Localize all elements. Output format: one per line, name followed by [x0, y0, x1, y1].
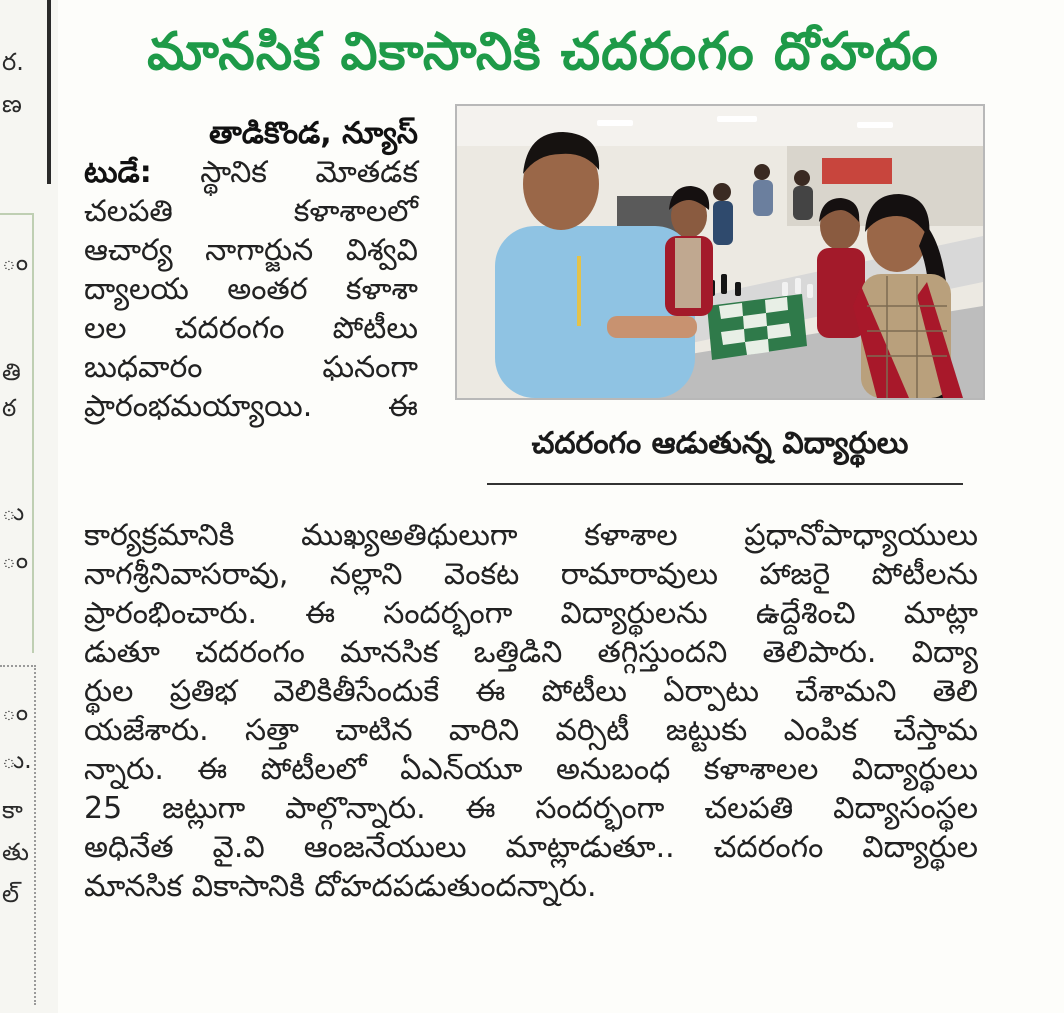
- article-line: నాగశ్రీనివాసరావు, నల్లాని వెంకట రామారావులు హాజరై పోటీలను: [84, 557, 978, 592]
- article-line: లల చదరంగం పోటీలు: [84, 311, 418, 346]
- caption-underline: [487, 483, 963, 485]
- adjacent-text-fragment: ల్: [2, 880, 20, 908]
- article-line: డుతూ చదరంగం మానసిక ఒత్తిడిని తగ్గిస్తుందని తెలిపారు. విద్యా: [84, 635, 978, 670]
- article-lead: [84, 114, 418, 426]
- photo-caption: చదరంగం ఆడుతున్న విద్యార్థులు: [531, 426, 909, 461]
- chess-players-photo: [457, 106, 983, 398]
- article-line: న్నారు. ఈ పోటీలలో ఏఎన్‌యూ అనుబంధ కళాశాలల విద్యార్థులు: [84, 752, 978, 787]
- article-line: [84, 153, 418, 192]
- article-line: కార్యక్రమానికి ముఖ్యఅతిథులుగా కళాశాల ప్రధానోపాధ్యాయులు: [84, 518, 978, 553]
- adjacent-text-fragment: ణ: [2, 90, 22, 118]
- article-line: ప్రారంభమయ్యాయి. ఈ: [84, 389, 418, 424]
- article-line: ప్రారంభించారు. ఈ సందర్భంగా విద్యార్థులను ఉద్దేశించి మాట్లా: [84, 596, 978, 631]
- article-line: మానసిక వికాసానికి దోహదపడుతుందన్నారు.: [84, 869, 597, 904]
- headline: మానసిక వికాసానికి చదరంగం దోహదం: [147, 22, 939, 82]
- article-line: చలపతి కళాశాలలో: [84, 194, 418, 229]
- adjacent-text-fragment: ఠ: [2, 394, 17, 422]
- column-rule: [0, 665, 36, 667]
- adjacent-text-fragment: ు: [2, 498, 25, 526]
- article-line: 25 జట్లుగా పాల్గొన్నారు. ఈ సందర్భంగా చలపతి విద్యాసంస్థల: [84, 791, 978, 826]
- column-rule: [32, 213, 34, 653]
- adjacent-column: [0, 0, 58, 1013]
- article-line: ద్యాలయ అంతర కళాశా: [84, 272, 418, 307]
- adjacent-text-fragment: ం: [2, 546, 29, 574]
- article-line: యజేశారు. సత్తా చాటిన వారిని వర్సిటీ జట్టుకు ఎంపిక చేస్తామ: [84, 713, 978, 748]
- article-body: [84, 516, 978, 906]
- adjacent-text-fragment: కా: [2, 796, 23, 824]
- adjacent-text-fragment: ు.: [2, 746, 32, 774]
- adjacent-text-fragment: తి: [2, 358, 21, 386]
- article-photo: [455, 104, 985, 400]
- female-student: [665, 186, 713, 316]
- adjacent-text-fragment: తు: [2, 838, 29, 866]
- column-rule: [34, 665, 36, 1005]
- article-line-text: స్థానిక మోతడక: [151, 155, 418, 190]
- article-line: తాడికొండ, న్యూస్: [208, 116, 418, 151]
- dateline-end: టుడే:: [84, 155, 152, 190]
- adjacent-text-fragment: ం: [2, 248, 29, 276]
- adjacent-text-fragment: ం: [2, 698, 29, 726]
- article-line: అధినేత వై.వి ఆంజనేయులు మాట్లాడుతూ.. చదరంగం విద్యార్థుల: [84, 830, 978, 865]
- column-rule: [0, 213, 34, 215]
- adjacent-text-fragment: ర.: [2, 48, 24, 76]
- column-rule: [47, 0, 51, 184]
- article-line: ఆచార్య నాగార్జున విశ్వవి: [84, 233, 418, 268]
- article-line: ర్థుల ప్రతిభ వెలికితీసేందుకే ఈ పోటీలు ఏర్పాటు చేశామని తెలి: [84, 674, 978, 709]
- article-line: బుధవారం ఘనంగా: [84, 350, 418, 385]
